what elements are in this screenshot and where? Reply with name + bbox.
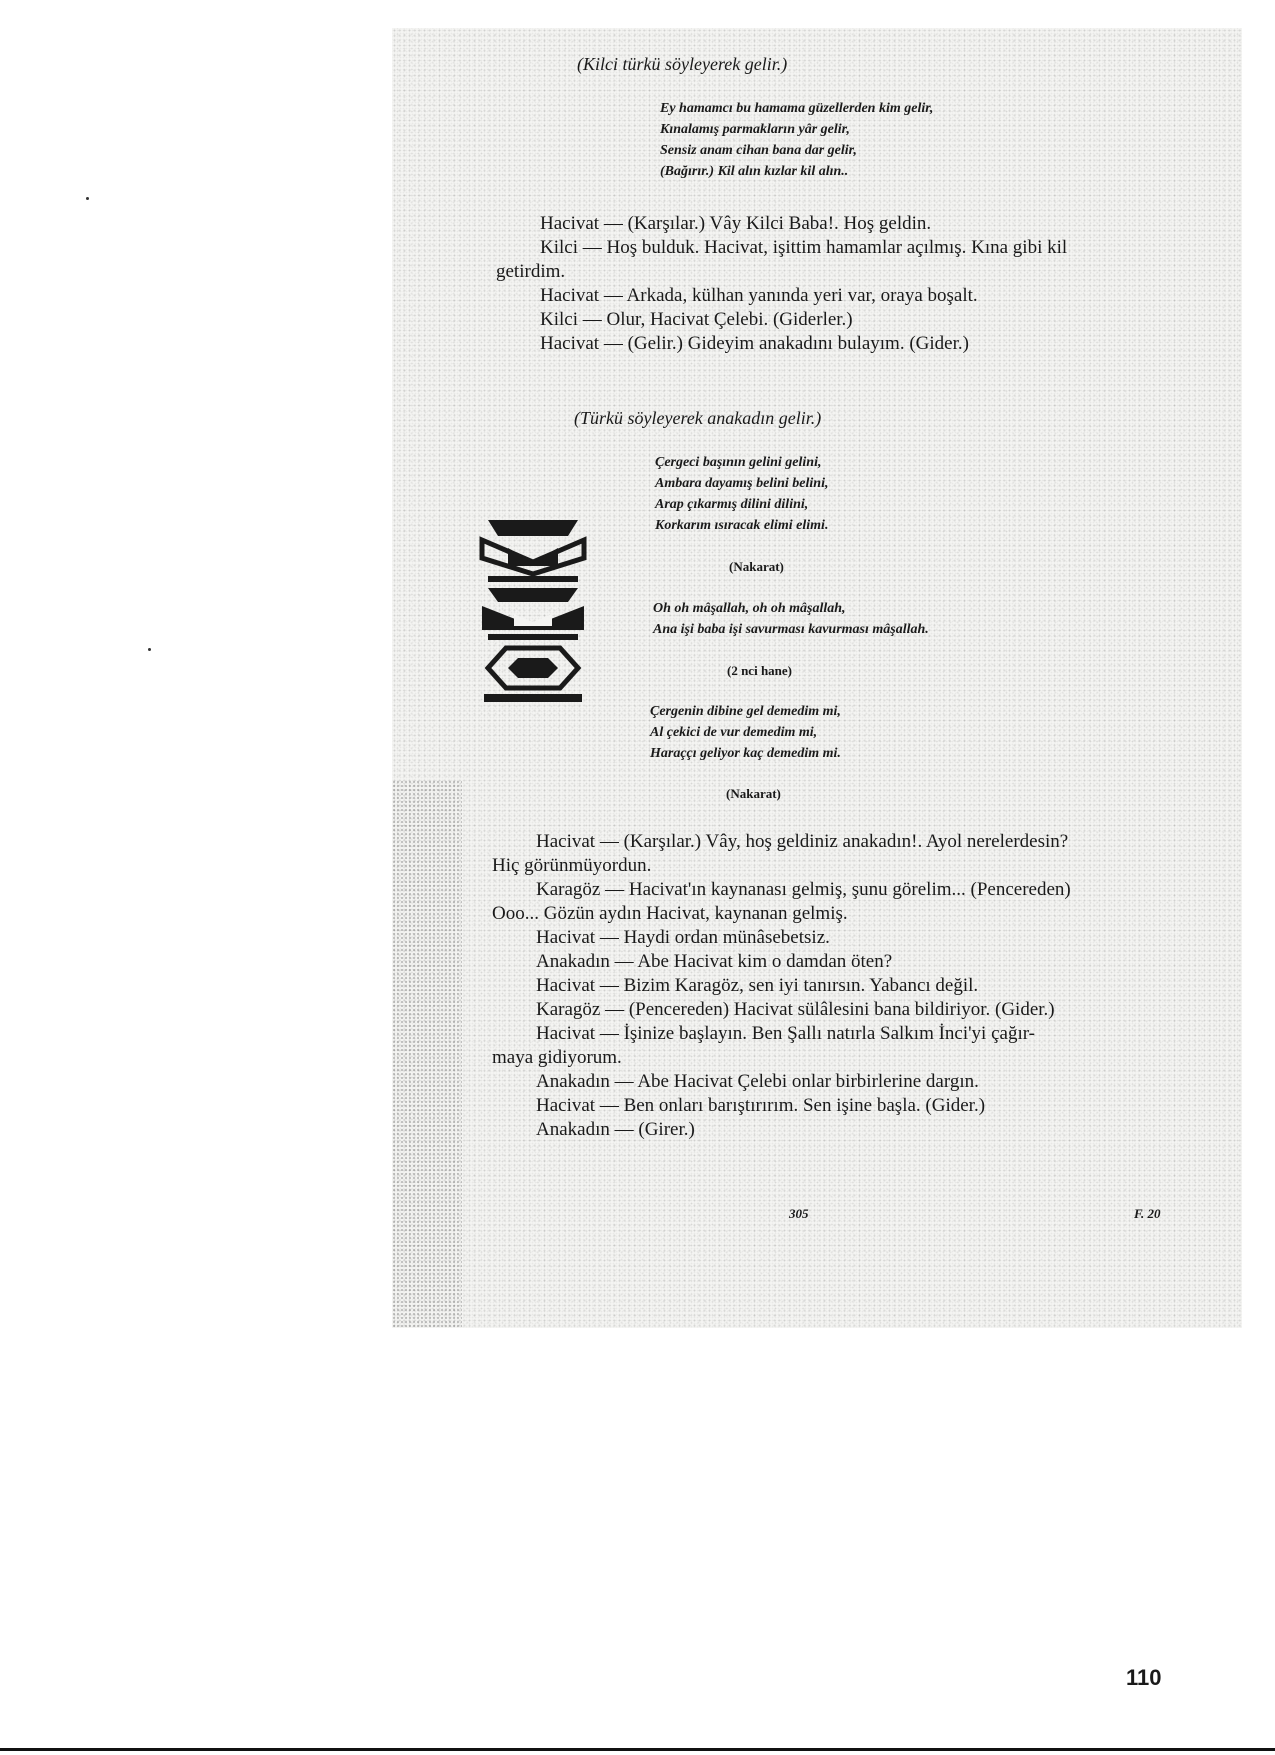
poem-line: Ambara dayamış belini belini, (655, 476, 829, 491)
dialogue-line: Kilci — Hoş bulduk. Hacivat, işittim hamamlar açılmış. Kına gibi kil (540, 237, 1068, 258)
book-page-number: 305 (789, 1206, 809, 1221)
dialogue-line: Hacivat — Arkada, külhan yanında yeri var, oraya boşalt. (540, 285, 978, 306)
speck (86, 197, 89, 200)
ornament-icon (478, 518, 588, 710)
dialogue-line: Hacivat — (Karşılar.) Vây, hoş geldiniz anakadın!. Ayol nerelerdesin? (536, 831, 1069, 852)
poem-line: Sensiz anam cihan bana dar gelir, (660, 143, 857, 158)
dialogue-block-2 (492, 830, 1071, 1142)
signature-mark: F. 20 (1134, 1206, 1161, 1221)
ornament-column (478, 518, 588, 715)
poem-line: Çergenin dibine gel demedim mi, (650, 704, 841, 719)
dialogue-line: maya gidiyorum. (492, 1047, 622, 1068)
dialogue-line: Karagöz — (Pencereden) Hacivat sülâlesini bana bildiriyor. (Gider.) (536, 999, 1055, 1020)
dialogue-line: Hacivat — Bizim Karagöz, sen iyi tanırsın. Yabancı değil. (536, 975, 979, 996)
dialogue-line: Anakadın — Abe Hacivat Çelebi onlar birbirlerine dargın. (536, 1071, 979, 1092)
poem-verse-1 (655, 452, 828, 536)
poem-line: Çergeci başının gelini gelini, (655, 455, 822, 470)
dialogue-line: Hacivat — (Karşılar.) Vây Kilci Baba!. Hoş geldin. (540, 213, 932, 234)
dialogue-line: Kilci — Olur, Hacivat Çelebi. (Giderler.) (540, 309, 853, 330)
poem-line: Ey hamamcı bu hamama güzellerden kim gelir, (660, 101, 934, 116)
dialogue-line: Hacivat — İşinize başlayın. Ben Şallı natırla Salkım İnci'yi çağır- (536, 1023, 1036, 1044)
poem-line: Arap çıkarmış dilini dilini, (655, 497, 809, 512)
poem-line: (Bağırır.) Kil alın kızlar kil alın.. (660, 164, 849, 179)
poem-refrain (653, 598, 929, 640)
outer-page-number: 110 (1126, 1665, 1162, 1690)
dialogue-line: Anakadın — (Girer.) (536, 1119, 695, 1140)
refrain-label: (Nakarat) (729, 559, 784, 574)
bottom-rule (0, 1748, 1275, 1751)
dialogue-line: Hacivat — Ben onları barıştırırım. Sen işine başla. (Gider.) (536, 1095, 986, 1116)
dialogue-line: Karagöz — Hacivat'ın kaynanası gelmiş, şunu görelim... (Pencereden) (536, 879, 1071, 900)
dialogue-block-1 (496, 212, 1067, 356)
stage-direction-anakadin: (Türkü söyleyerek anakadın gelir.) (574, 408, 822, 428)
dialogue-line: Anakadın — Abe Hacivat kim o damdan öten? (536, 951, 893, 972)
dialogue-line: getirdim. (496, 261, 566, 282)
dialogue-line: Hacivat — Haydi ordan münâsebetsiz. (536, 927, 830, 948)
dialogue-line: Hiç görünmüyordun. (492, 855, 652, 876)
dialogue-line: Hacivat — (Gelir.) Gideyim anakadını bulayım. (Gider.) (540, 333, 969, 354)
poem-line: Kınalamış parmakların yâr gelir, (660, 122, 850, 137)
poem-line: Haraççı geliyor kaç demedim mi. (650, 746, 841, 761)
refrain-label-2: (Nakarat) (726, 786, 781, 801)
second-stanza-label: (2 nci hane) (727, 663, 792, 678)
poem-line: Ana işi baba işi savurması kavurması mâşallah. (653, 622, 929, 637)
poem-line: Korkarım ısıracak elimi elimi. (655, 518, 829, 533)
poem-verse-2 (650, 701, 841, 764)
speck (148, 648, 151, 651)
dialogue-line: Ooo... Gözün aydın Hacivat, kaynanan gelmiş. (492, 903, 848, 924)
poem-kilci (660, 98, 933, 182)
poem-line: Oh oh mâşallah, oh oh mâşallah, (653, 601, 846, 616)
scan-noise (392, 780, 462, 1328)
stage-direction-kilci: (Kilci türkü söyleyerek gelir.) (577, 54, 788, 74)
poem-line: Al çekici de vur demedim mi, (650, 725, 818, 740)
